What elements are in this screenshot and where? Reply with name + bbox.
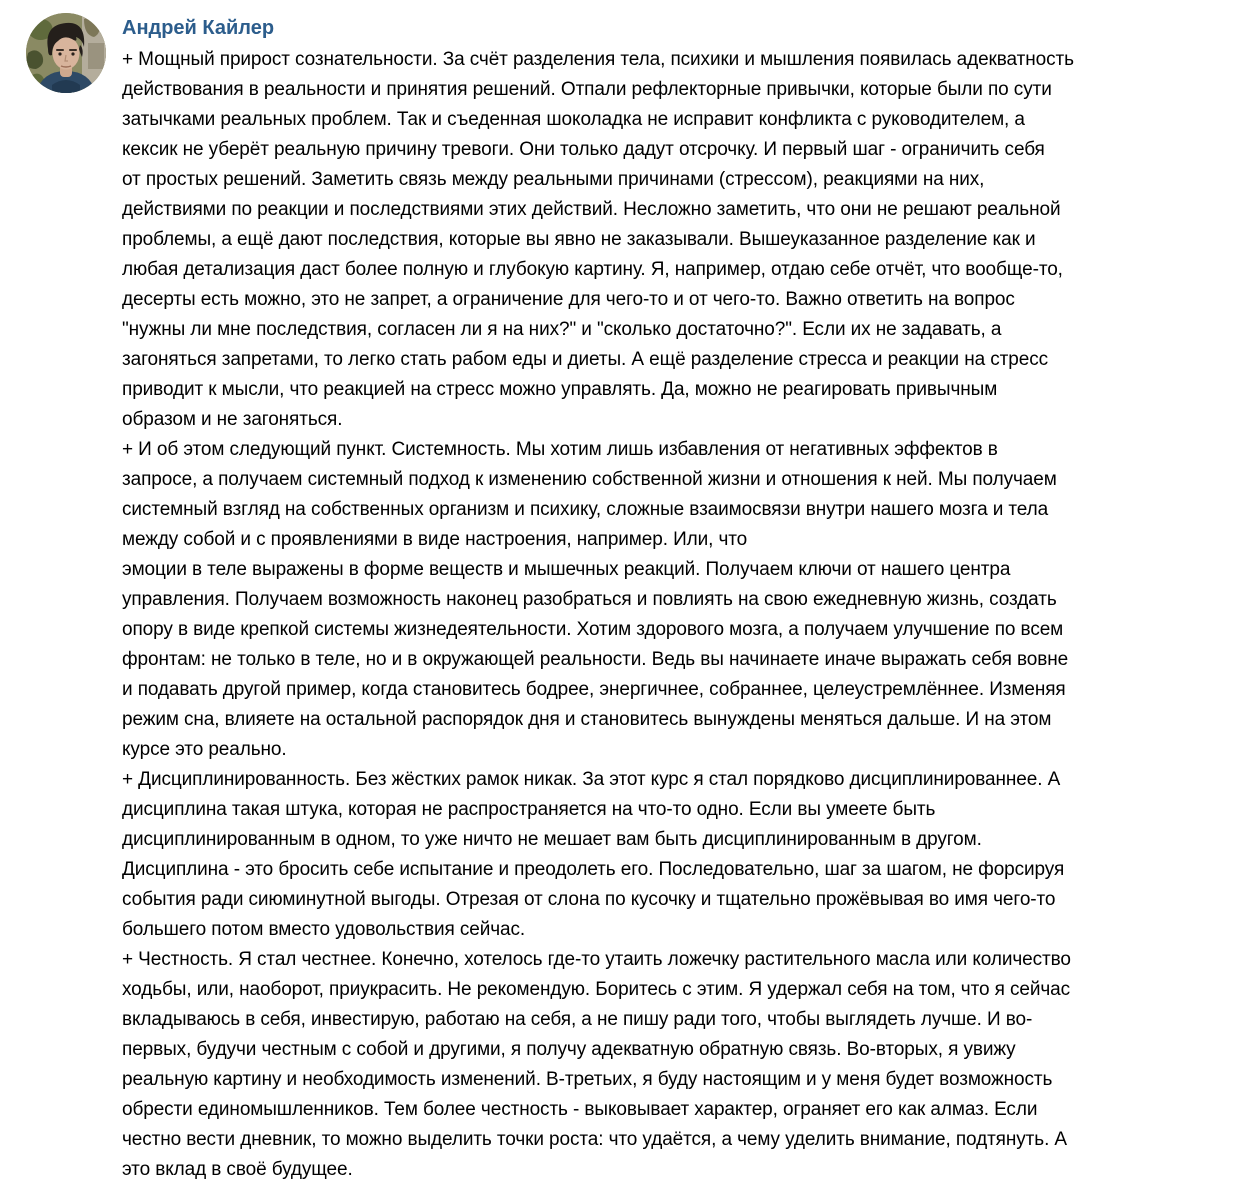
comment-text-line: + И об этом следующий пункт. Системность. Мы хотим лишь избавления от негативных эффектов в xyxy=(122,439,998,460)
comment-text-line: события ради сиюминутной выгоды. Отрезая от слона по кусочку и тщательно прожёвывая во имя чего-то xyxy=(122,889,1056,910)
comment-text-line: фронтам: не только в теле, но и в окружающей реальности. Ведь вы начинаете иначе выражать себя вовне xyxy=(122,649,1069,670)
comment-text-line: это вклад в своё будущее. xyxy=(122,1159,353,1180)
comment-text-line: запросе, а получаем системный подход к изменению собственной жизни и отношения к ней. Мы получаем xyxy=(122,469,1057,490)
comment-text xyxy=(122,45,1214,1185)
comment-text-line: режим сна, влияете на остальной распорядок дня и становитесь вынуждены меняться дальше. И на этом xyxy=(122,709,1052,730)
comment-text-line: действования в реальности и принятия решений. Отпали рефлекторные привычки, которые были по сути xyxy=(122,79,1052,100)
comment-text-line: от простых решений. Заметить связь между реальными причинами (стрессом), реакциями на них, xyxy=(122,169,985,190)
comment-text-line: кексик не уберёт реальную причину тревоги. Они только дадут отсрочку. И первый шаг - ограничить себя xyxy=(122,139,1045,160)
comment-text-line: эмоции в теле выражены в форме веществ и мышечных реакций. Получаем ключи от нашего центра xyxy=(122,559,1011,580)
comment-text-line: опору в виде крепкой системы жизнедеятельности. Хотим здорового мозга, а получаем улучшение по всем xyxy=(122,619,1064,640)
comment-text-line: честно вести дневник, то можно выделить точки роста: что удаётся, а чему уделить внимание, подтянуть. А xyxy=(122,1129,1067,1150)
comment-text-line: проблемы, а ещё дают последствия, которые вы явно не заказывали. Вышеуказанное разделение как и xyxy=(122,229,1036,250)
comment-text-line: ходьбы, или, наоборот, приукрасить. Не рекомендую. Боритесь с этим. Я удержал себя на том, что я сейчас xyxy=(122,979,1071,1000)
comment-text-line: + Дисциплинированность. Без жёстких рамок никак. За этот курс я стал порядково дисциплинированнее. А xyxy=(122,769,1061,790)
user-photo-icon xyxy=(26,13,106,93)
comment-text-line: первых, будучи честным с собой и другими, я получу адекватную обратную связь. Во-вторых, я увижу xyxy=(122,1039,1016,1060)
comment-text-line: вкладываюсь в себя, инвестирую, работаю на себя, а не пишу ради того, чтобы выглядеть лучше. И во- xyxy=(122,1009,1033,1030)
comment-content xyxy=(122,16,1214,1185)
comment-text-line: загоняться запретами, то легко стать рабом еды и диеты. А ещё разделение стресса и реакции на стресс xyxy=(122,349,1049,370)
comment-text-line: дисциплинированным в одном, то уже ничто не мешает вам быть дисциплинированным в другом. xyxy=(122,829,982,850)
comment-text-line: образом и не загоняться. xyxy=(122,409,343,430)
comment-text-line: и подавать другой пример, когда становитесь бодрее, энергичнее, собраннее, целеустремлённее. Изменяя xyxy=(122,679,1066,700)
author-name-link[interactable]: Андрей Кайлер xyxy=(122,17,275,39)
comment-text-line: "нужны ли мне последствия, согласен ли я на них?" и "сколько достаточно?". Если их не задавать, а xyxy=(122,319,1002,340)
comment-text-line: обрести единомышленников. Тем более честность - выковывает характер, ограняет его как алмаз. Если xyxy=(122,1099,1038,1120)
comment-text-line: реальную картину и необходимость изменений. В-третьих, я буду настоящим и у меня будет возможность xyxy=(122,1069,1053,1090)
comment-text-line: + Честность. Я стал честнее. Конечно, хотелось где-то утаить ложечку растительного масла или количество xyxy=(122,949,1071,970)
comment-text-line: приводит к мысли, что реакцией на стресс можно управлять. Да, можно не реагировать привычным xyxy=(122,379,998,400)
comment-text-line: системный взгляд на собственных организм и психику, сложные взаимосвязи внутри нашего мозга и тела xyxy=(122,499,1049,520)
comment-text-line: курсе это реально. xyxy=(122,739,287,760)
comment-text-line: большего потом вместо удовольствия сейчас. xyxy=(122,919,526,940)
comment-text-line: затычками реальных проблем. Так и съеденная шоколадка не исправит конфликта с руководителем, а xyxy=(122,109,1025,130)
avatar[interactable] xyxy=(26,13,106,93)
comment-text-line: дисциплина такая штука, которая не распространяется на что-то одно. Если вы умеете быть xyxy=(122,799,936,820)
comment-text-line: + Мощный прирост сознательности. За счёт разделения тела, психики и мышления появилась адекватность xyxy=(122,49,1074,70)
comment-text-line: Дисциплина - это бросить себе испытание и преодолеть его. Последовательно, шаг за шагом, не форсируя xyxy=(122,859,1065,880)
comment-text-line: между собой и с проявлениями в виде настроения, например. Или, что xyxy=(122,529,748,550)
comment-text-line: любая детализация даст более полную и глубокую картину. Я, например, отдаю себе отчёт, что вообще-то, xyxy=(122,259,1063,280)
comment-text-line: управления. Получаем возможность наконец разобраться и повлиять на свою ежедневную жизнь, создать xyxy=(122,589,1057,610)
comment-text-line: десерты есть можно, это не запрет, а ограничение для чего-то и от чего-то. Важно ответить на вопрос xyxy=(122,289,1015,310)
comment-text-line: действиями по реакции и последствиями этих действий. Несложно заметить, что они не решают реальной xyxy=(122,199,1061,220)
